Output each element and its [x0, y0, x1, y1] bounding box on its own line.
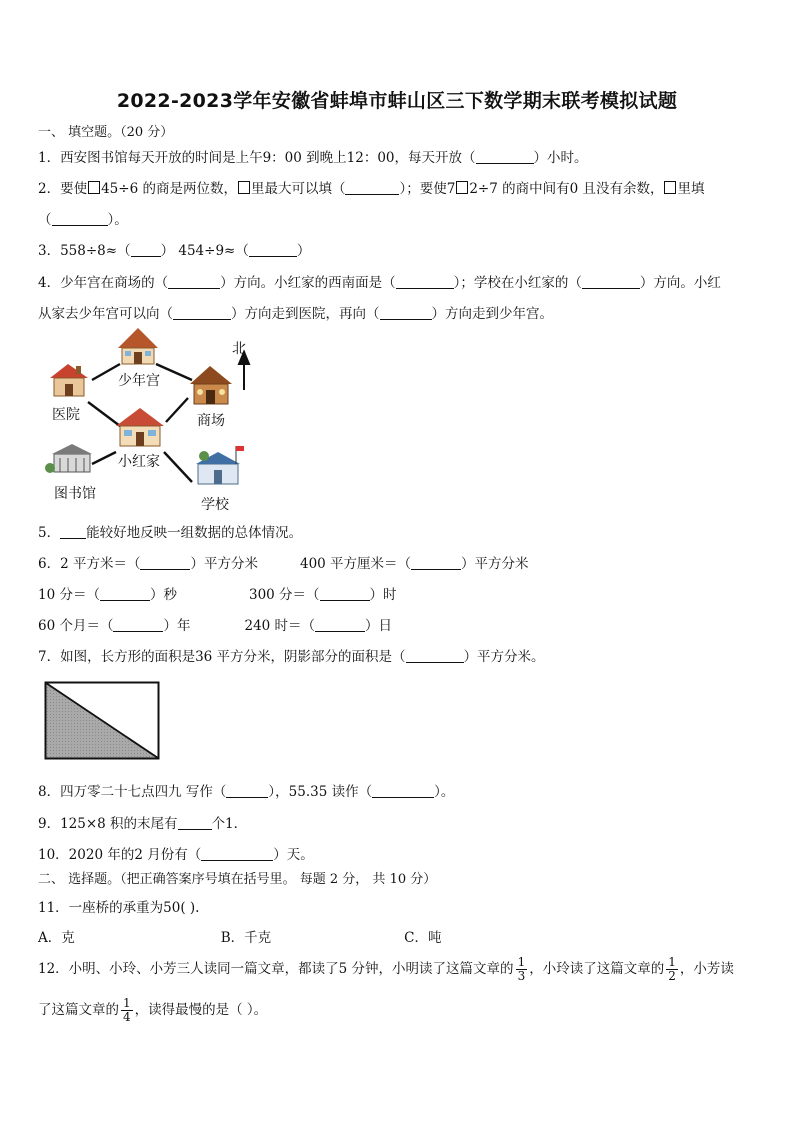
answer-blank[interactable]: [178, 815, 212, 830]
answer-blank[interactable]: [113, 617, 163, 632]
answer-blank[interactable]: [380, 305, 432, 320]
question-8: 8．四万零二十七点四九 写作（ ），55.35 读作（ ）。: [38, 784, 455, 800]
question-1: 1．西安图书馆每天开放的时间是上午9：00 到晚上12：00，每天开放（ ）小时。: [38, 150, 588, 166]
answer-blank[interactable]: [396, 274, 454, 289]
north-label: 北: [232, 341, 246, 357]
label-youth-palace: 少年宫: [118, 373, 160, 389]
box-placeholder: [88, 181, 100, 194]
box-placeholder: [456, 181, 468, 194]
question-5: 5． 能较好地反映一组数据的总体情况。: [38, 525, 303, 541]
box-placeholder: [664, 181, 676, 194]
question-12-line2: 了这篇文章的 $\frac{1}{4}$ ，读得最慢的是（ ）。: [38, 996, 268, 1024]
label-library: 图书馆: [54, 486, 96, 502]
line-hospital-youthpalace: [92, 364, 120, 380]
answer-blank[interactable]: [173, 305, 231, 320]
question-4-line1: 4．少年宫在商场的（ ）方向。小红家的西南面是（ ）；学校在小红家的（ ）方向。小红: [38, 275, 721, 291]
line-mall-home: [166, 398, 188, 422]
answer-blank[interactable]: [140, 555, 190, 570]
option-b[interactable]: B．千克: [220, 930, 272, 946]
question-6-row3: 60 个月＝（ ）年 240 时＝（ ）日: [38, 618, 393, 634]
answer-blank[interactable]: [411, 555, 461, 570]
question-11-options: [38, 926, 442, 946]
question-12-line1: 12．小明、小玲、小芳三人读同一篇文章，都读了5 分钟，小明读了这篇文章的 $\frac{1}{3}$ ，小玲读了这篇文章的 $\frac{1}{2}$ ，小芳读: [38, 955, 734, 983]
section-heading-fill-blank: 一、 填空题。（20 分）: [38, 125, 174, 140]
answer-blank[interactable]: [201, 846, 273, 861]
answer-blank[interactable]: [131, 242, 161, 257]
fraction-one-quarter: $\frac{1}{4}$: [123, 996, 131, 1024]
line-home-school: [164, 452, 192, 482]
answer-blank[interactable]: [345, 180, 399, 195]
question-10: 10．2020 年的2 月份有（ ）天。: [38, 847, 314, 863]
fraction-one-third: $\frac{1}{3}$: [517, 955, 526, 983]
answer-blank[interactable]: [406, 648, 464, 663]
rectangle-shaded-triangle-figure: [44, 681, 162, 761]
line-youthpalace-mall: [156, 364, 192, 380]
mall-house-icon: [190, 366, 232, 404]
line-hospital-home: [88, 402, 120, 426]
box-placeholder: [238, 181, 250, 194]
answer-blank[interactable]: [100, 586, 150, 601]
question-7: 7．如图，长方形的面积是36 平方分米，阴影部分的面积是（ ）平方分米。: [38, 649, 545, 665]
fraction-one-half: $\frac{1}{2}$: [668, 955, 676, 983]
answer-blank[interactable]: [226, 783, 268, 798]
answer-blank[interactable]: [52, 211, 108, 226]
question-9: 9．125×8 积的末尾有 个1．: [38, 816, 248, 832]
section-heading-multiple-choice: 二、 选择题。（把正确答案序号填在括号里。 每题 2 分， 共 10 分）: [38, 872, 437, 887]
answer-blank[interactable]: [476, 149, 534, 164]
answer-blank[interactable]: [60, 524, 86, 539]
library-building-icon: [45, 444, 92, 473]
question-6-row1: 6．2 平方米＝（ ）平方分米 400 平方厘米＝（ ）平方分米: [38, 556, 529, 572]
direction-map: [40, 322, 270, 517]
page-title: 2022-2023学年安徽省蚌埠市蚌山区三下数学期末联考模拟试题: [116, 90, 678, 112]
home-house-icon: [116, 408, 164, 446]
youth-palace-house-icon: [118, 328, 158, 364]
answer-blank[interactable]: [168, 274, 220, 289]
answer-blank[interactable]: [315, 617, 365, 632]
option-c[interactable]: C．吨: [404, 930, 442, 946]
label-school: 学校: [201, 497, 229, 513]
school-building-icon: [196, 446, 244, 484]
option-a[interactable]: A．克: [38, 930, 75, 946]
question-3: 3．558÷8≈（ ） 454÷9≈（ ）: [38, 243, 311, 259]
answer-blank[interactable]: [582, 274, 640, 289]
question-2-line1: 2．要使 45÷6 的商是两位数， 里最大可以填（ ）；要使7 2÷7 的商中间有0 且没有余数， 里填: [38, 181, 705, 197]
answer-blank[interactable]: [372, 783, 434, 798]
answer-blank[interactable]: [249, 242, 297, 257]
question-2-line2: （ ）。: [38, 212, 128, 228]
question-4-line2: 从家去少年宫可以向（ ）方向走到医院，再向（ ）方向走到少年宫。: [38, 306, 553, 322]
question-11: 11．一座桥的承重为50( ).: [38, 900, 200, 916]
line-home-library: [92, 452, 116, 464]
answer-blank[interactable]: [320, 586, 370, 601]
label-mall: 商场: [197, 413, 225, 429]
hospital-house-icon: [50, 364, 88, 396]
question-6-row2: 10 分＝（ ）秒 300 分＝（ ）时: [38, 587, 397, 603]
label-home: 小红家: [118, 454, 160, 470]
label-hospital: 医院: [52, 407, 80, 423]
